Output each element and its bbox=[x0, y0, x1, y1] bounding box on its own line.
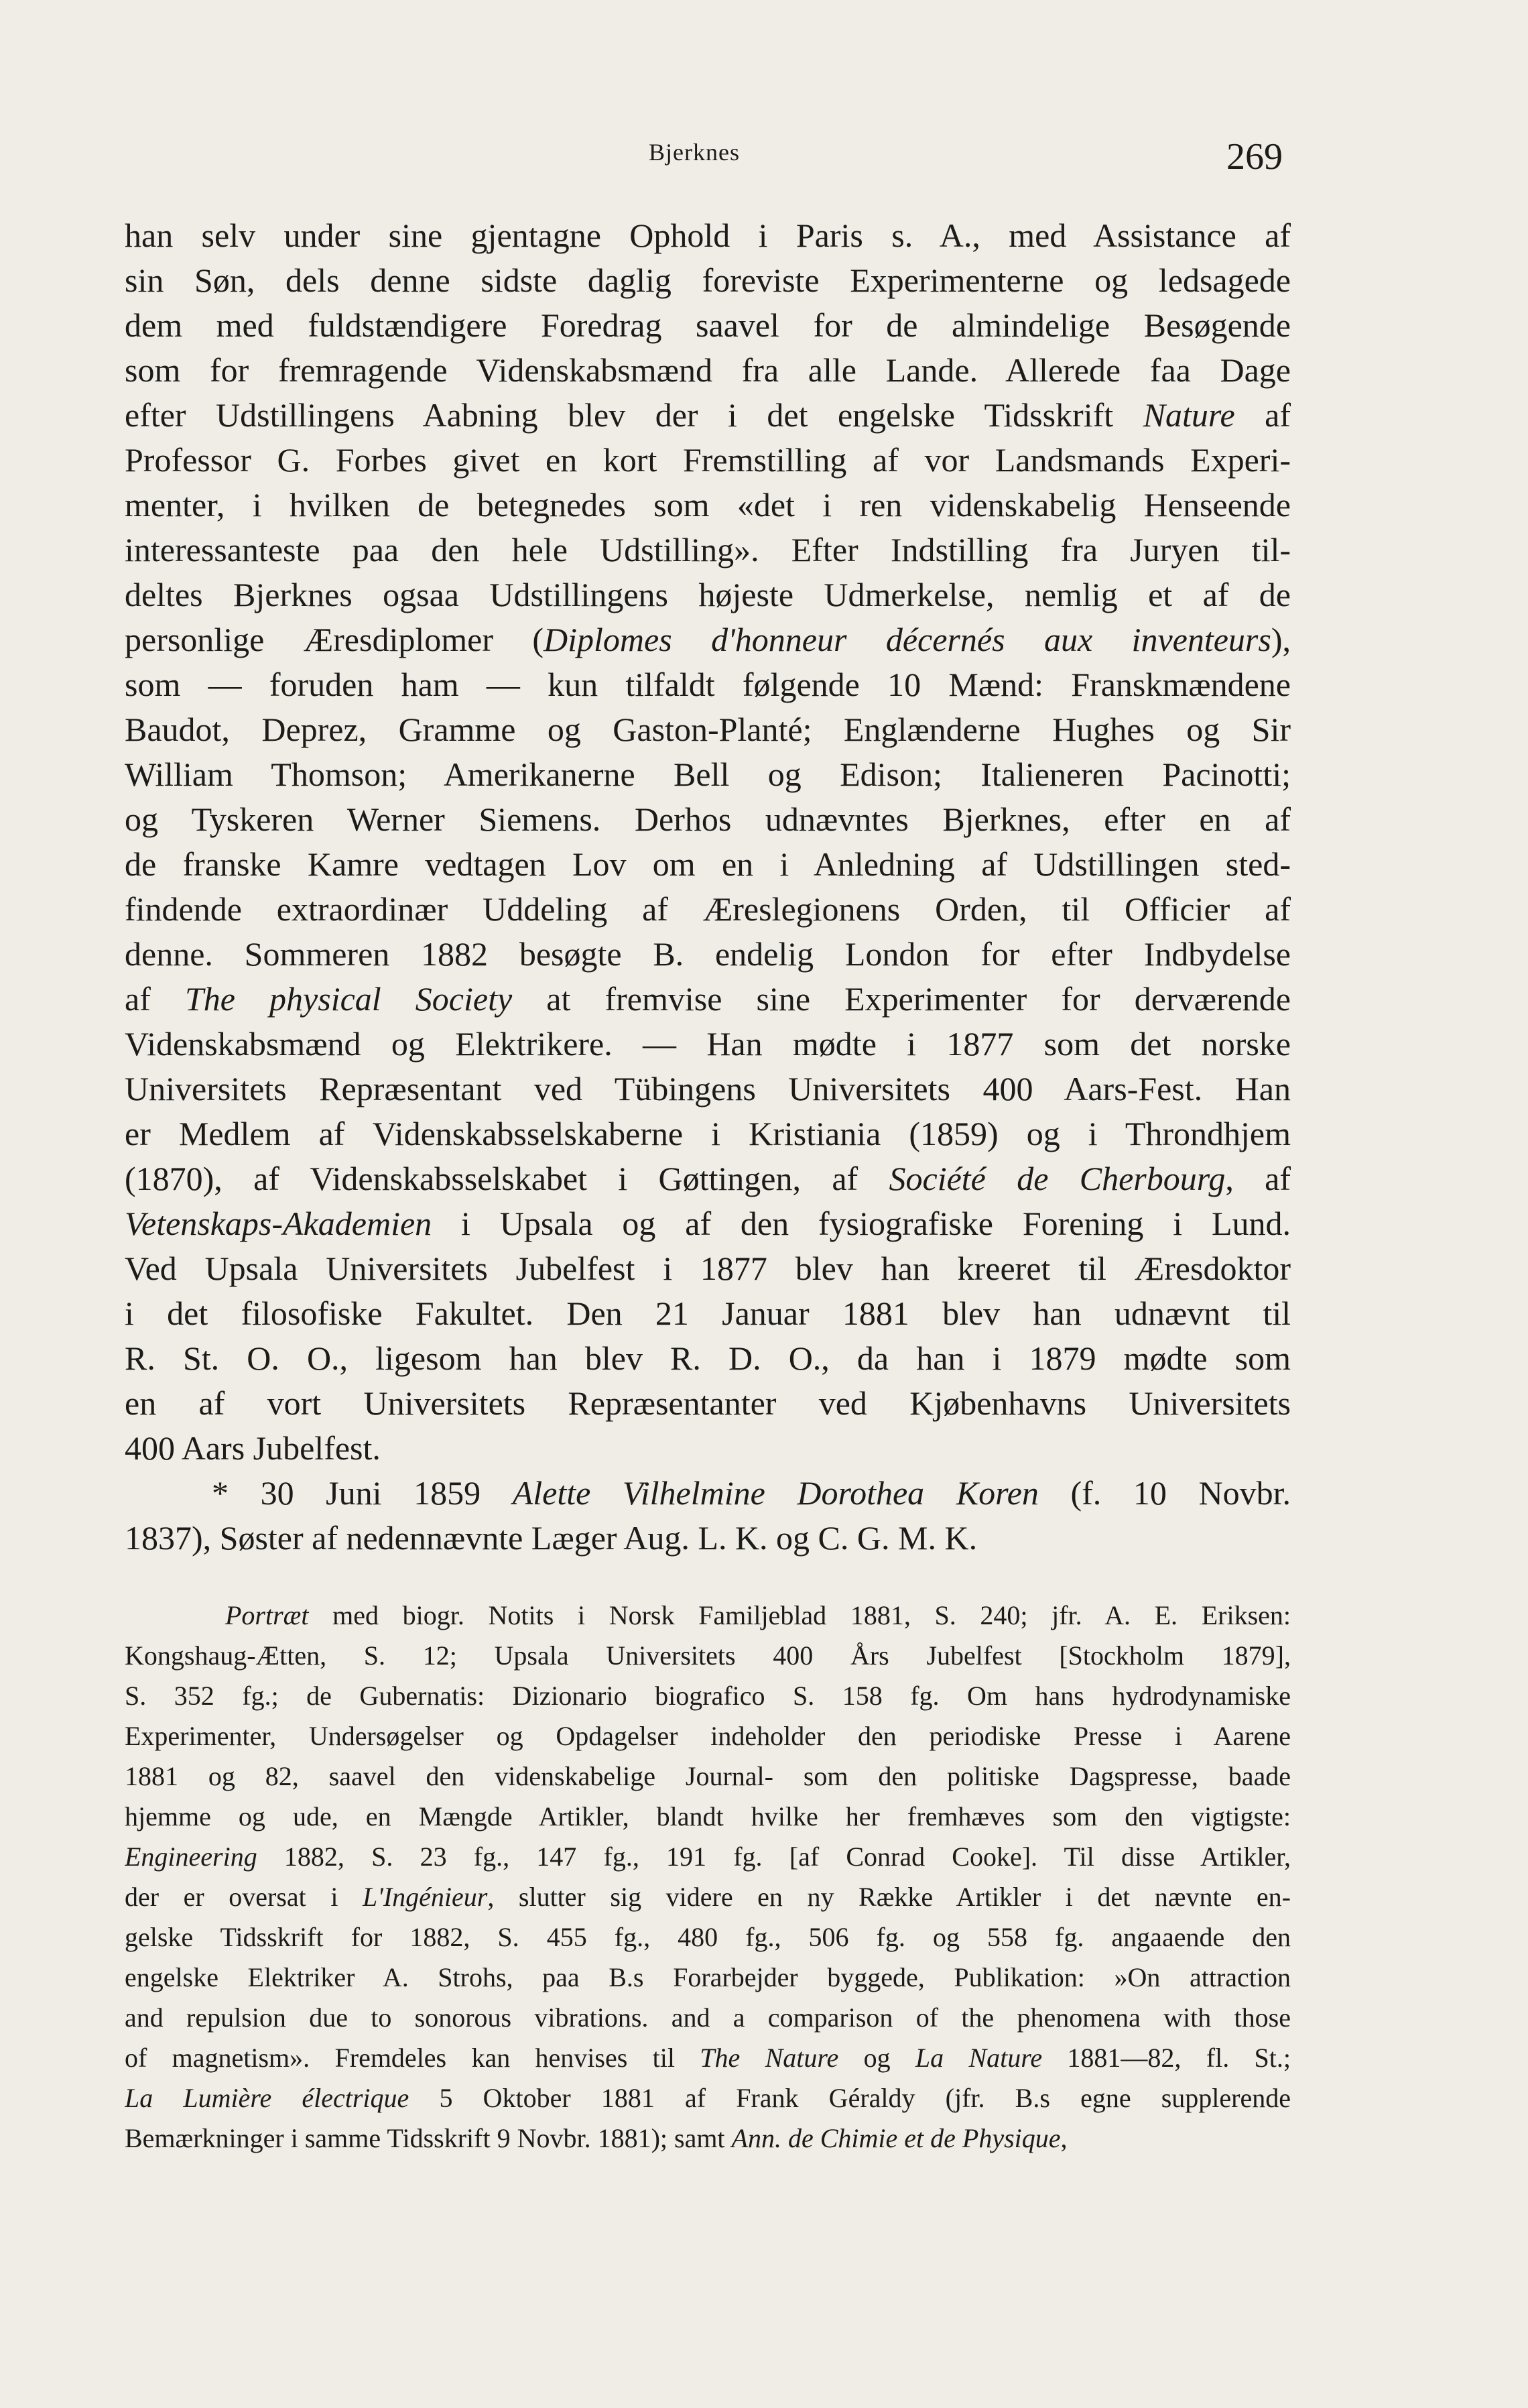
note-line: Bemærkninger i samme Tidsskrift 9 Novbr. 1881); samt Ann. de Chimie et de Physique, bbox=[125, 2123, 1068, 2153]
body-line: dem med fuldstændigere Foredrag saavel for de almindelige Besøgende bbox=[125, 306, 1291, 344]
body-line: 400 Aars Jubelfest. bbox=[125, 1429, 381, 1467]
note-line: of magnetism». Fremdeles kan henvises til The Nature og La Nature 1881—82, fl. St.; bbox=[125, 2043, 1291, 2073]
page-number: 269 bbox=[1226, 136, 1283, 178]
body-line: og Tyskeren Werner Siemens. Derhos udnævntes Bjerknes, efter en af bbox=[125, 800, 1291, 838]
body-line: efter Udstillingens Aabning blev der i det engelske Tidsskrift Nature af bbox=[125, 396, 1291, 434]
note-line: Kongshaug-Ætten, S. 12; Upsala Universitets 400 Års Jubelfest [Stockholm 1879], bbox=[125, 1640, 1291, 1671]
body-line: som for fremragende Videnskabsmænd fra alle Lande. Allerede faa Dage bbox=[125, 351, 1291, 389]
body-line: personlige Æresdiplomer (Diplomes d'honneur décernés aux inventeurs), bbox=[125, 621, 1291, 658]
bibliography-notes bbox=[125, 1596, 1291, 2159]
body-line: sin Søn, dels denne sidste daglig foreviste Experimenterne og ledsagede bbox=[125, 261, 1291, 299]
body-line: Baudot, Deprez, Gramme og Gaston-Planté; Englænderne Hughes og Sir bbox=[125, 711, 1291, 748]
body-line: en af vort Universitets Repræsentanter ved Kjøbenhavns Universitets bbox=[125, 1384, 1291, 1422]
body-line: R. St. O. O., ligesom han blev R. D. O., da han i 1879 mødte som bbox=[125, 1339, 1291, 1377]
note-line: gelske Tidsskrift for 1882, S. 455 fg., 480 fg., 506 fg. og 558 fg. angaaende den bbox=[125, 1922, 1291, 1952]
body-line: denne. Sommeren 1882 besøgte B. endelig London for efter Indbydelse bbox=[125, 935, 1291, 973]
body-line: (1870), af Videnskabsselskabet i Gøttingen, af Société de Cherbourg, af bbox=[125, 1160, 1291, 1197]
body-text bbox=[125, 213, 1291, 1561]
note-line: Engineering 1882, S. 23 fg., 147 fg., 191 fg. [af Conrad Cooke]. Til disse Artikler, bbox=[125, 1842, 1291, 1872]
body-line: * 30 Juni 1859 Alette Vilhelmine Dorothea Koren (f. 10 Novbr. bbox=[212, 1474, 1291, 1512]
body-line: interessanteste paa den hele Udstilling». Efter Indstilling fra Juryen til- bbox=[125, 531, 1291, 568]
running-header-title: Bjerknes bbox=[649, 139, 740, 166]
body-line: Ved Upsala Universitets Jubelfest i 1877 blev han kreeret til Æresdoktor bbox=[125, 1250, 1291, 1287]
body-line: af The physical Society at fremvise sine Experimenter for derværende bbox=[125, 980, 1291, 1018]
note-line: and repulsion due to sonorous vibrations. and a comparison of the phenomena with those bbox=[125, 2002, 1291, 2033]
note-line: Portræt med biogr. Notits i Norsk Familjeblad 1881, S. 240; jfr. A. E. Eriksen: bbox=[225, 1600, 1291, 1630]
body-line: Vetenskaps-Akademien i Upsala og af den fysiografiske Forening i Lund. bbox=[125, 1205, 1291, 1242]
note-line: Experimenter, Undersøgelser og Opdagelser indeholder den periodiske Presse i Aarene bbox=[125, 1721, 1291, 1751]
note-line: 1881 og 82, saavel den videnskabelige Journal- som den politiske Dagspresse, baade bbox=[125, 1761, 1291, 1791]
body-line: menter, i hvilken de betegnedes som «det i ren videnskabelig Henseende bbox=[125, 486, 1291, 524]
body-line: Universitets Repræsentant ved Tübingens Universitets 400 Aars-Fest. Han bbox=[125, 1070, 1291, 1107]
body-line: Professor G. Forbes givet en kort Fremstilling af vor Landsmands Experi- bbox=[125, 441, 1291, 479]
body-line: han selv under sine gjentagne Ophold i Paris s. A., med Assistance af bbox=[125, 217, 1291, 254]
body-line: William Thomson; Amerikanerne Bell og Edison; Italieneren Pacinotti; bbox=[125, 756, 1291, 793]
note-line: engelske Elektriker A. Strohs, paa B.s Forarbejder byggede, Publikation: »On attraction bbox=[125, 1962, 1291, 1992]
body-line: i det filosofiske Fakultet. Den 21 Januar 1881 blev han udnævnt til bbox=[125, 1295, 1291, 1332]
body-line: Videnskabsmænd og Elektrikere. — Han mødte i 1877 som det norske bbox=[125, 1025, 1291, 1063]
note-line: La Lumière électrique 5 Oktober 1881 af Frank Géraldy (jfr. B.s egne supplerende bbox=[125, 2083, 1291, 2113]
note-line: hjemme og ude, en Mængde Artikler, blandt hvilke her fremhæves som den vigtigste: bbox=[125, 1801, 1291, 1831]
body-line: er Medlem af Videnskabsselskaberne i Kristiania (1859) og i Throndhjem bbox=[125, 1115, 1291, 1152]
note-line: S. 352 fg.; de Gubernatis: Dizionario biografico S. 158 fg. Om hans hydrodynamiske bbox=[125, 1681, 1291, 1711]
body-line: som — foruden ham — kun tilfaldt følgende 10 Mænd: Franskmændene bbox=[125, 666, 1291, 703]
body-line: de franske Kamre vedtagen Lov om en i Anledning af Udstillingen sted- bbox=[125, 845, 1291, 883]
body-line: deltes Bjerknes ogsaa Udstillingens højeste Udmerkelse, nemlig et af de bbox=[125, 576, 1291, 613]
note-line: der er oversat i L'Ingénieur, slutter sig videre en ny Række Artikler i det nævnte en- bbox=[125, 1882, 1291, 1912]
body-line: findende extraordinær Uddeling af Æreslegionens Orden, til Officier af bbox=[125, 890, 1291, 928]
body-line: 1837), Søster af nedennævnte Læger Aug. L. K. og C. G. M. K. bbox=[125, 1519, 978, 1557]
